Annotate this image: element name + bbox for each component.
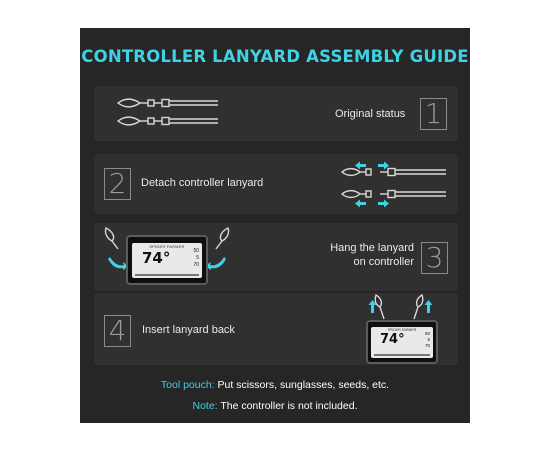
lanyard-pair-icon <box>114 93 224 133</box>
step-4-label: Insert lanyard back <box>142 324 235 336</box>
step-1-label: Original status <box>335 108 406 120</box>
tool-pouch-text: Put scissors, sunglasses, seeds, etc. <box>214 379 390 391</box>
step-4-card <box>94 293 458 365</box>
step-3-label-line2: on controller <box>353 256 414 268</box>
step-3-label-line1: Hang the lanyard <box>330 242 414 254</box>
tool-pouch-line <box>80 379 470 391</box>
assembly-guide-panel <box>80 28 470 423</box>
controller-temperature-2: 74° <box>380 332 405 347</box>
controller-device <box>126 235 208 285</box>
note-line <box>80 400 470 412</box>
step-2-card <box>94 154 458 214</box>
controller-reading-low-2: 70 <box>424 343 430 348</box>
step-3-number: 3 <box>421 242 448 274</box>
controller-reading-top-2: 50 <box>424 331 430 336</box>
controller-brand-2: SPIDER FARMER <box>387 328 417 332</box>
controller-reading-mid-2: 5 <box>427 337 430 342</box>
controller-brand: SPIDER FARMER <box>149 244 185 249</box>
controller-temperature: 74° <box>142 249 171 267</box>
tool-pouch-label: Tool pouch: <box>160 379 215 391</box>
note-label: Note: <box>192 400 218 412</box>
note-text: The controller is not included. <box>217 400 358 412</box>
controller-button-row <box>135 274 199 276</box>
controller-reading-low: 70 <box>193 262 199 268</box>
step-2-number: 2 <box>104 168 131 200</box>
controller-with-lanyard-icon <box>366 293 454 363</box>
lanyard-detach-icon <box>338 160 450 208</box>
controller-button-row-2 <box>374 354 430 356</box>
controller-screen <box>132 243 202 278</box>
controller-screen-2 <box>371 327 433 358</box>
guide-title: CONTROLLER LANYARD ASSEMBLY GUIDE <box>81 47 469 66</box>
step-4-number: 4 <box>104 315 131 347</box>
controller-reading-top: 50 <box>193 248 199 254</box>
step-1-card <box>94 86 458 141</box>
step-3-card <box>94 223 458 291</box>
controller-hanging-icon <box>102 225 232 287</box>
controller-device-2 <box>366 320 438 364</box>
controller-reading-mid: 5 <box>196 255 199 261</box>
step-2-label: Detach controller lanyard <box>141 177 264 189</box>
step-1-number: 1 <box>420 98 447 130</box>
